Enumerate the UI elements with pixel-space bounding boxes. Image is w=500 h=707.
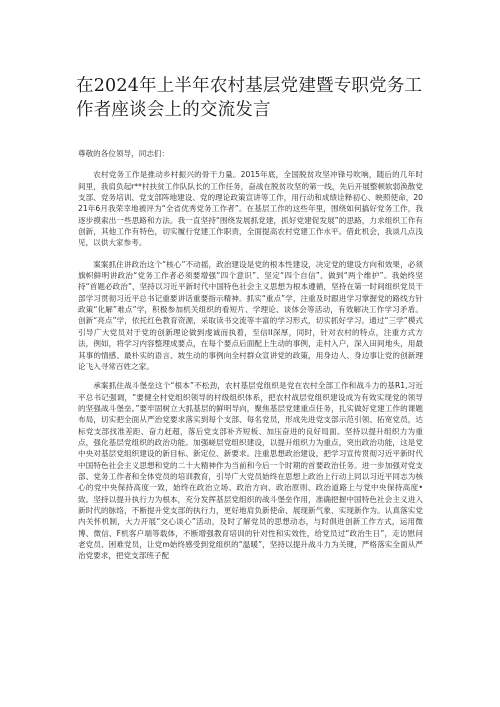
- document-body: [78, 148, 423, 562]
- paragraph-intro: 农村党务工作是推动乡村振兴的骨干力量。2015年底，全国脱贫攻坚冲锋号吹响，随后的几年时间里，我肩负起r**村扶贫工作队队长的工作任务，奋战在脱贫攻坚的第一线，先后开展整顿软弱涣散党支部、党务培训、党支部阵地建设、党的理论政策宣讲等工作，用行动和成绩诠释初心、映照使命，2021年6月我荣幸地被评为“全省优秀党务工作者”。在基层工作的这些年里，围绕如何搞好党务工作，我逐步摸索出一些思路和方法。我一直坚持“围绕发展抓党建，抓好党建促发展”的思路，力求组织工作有创新，其他工作有特色，切实履行党建工作职责，全面提高农村党建工作水平。借此机会，我谈几点浅见，以供大家参考。: [78, 170, 423, 248]
- paragraph-fortress: 承案抓住战斗堡垒这个“根本”不松劲，农村基层党组织是党在农村全部工作和战斗力的基R1,习近平总书记强调，“要健全村党组织领导的村级组织体系，把农村战层党组织建设成为有效实现党的领导的坚强战斗堡垒。”要牢固树立大抓基层的鲜明导向，聚焦基层党建重点任务，扎实做好党建工作的课题布局，切实把全面从严治党要求落实到每个支部、每名党员，形成先进党支部示范引领、拓宽党员，达标党支部找准差距、奋力赶超，落后党支部补齐短板、加压奋进的良好局面。坚持以提升组织力为重点，强化基层党组织的政治功能。加强嵯层党组织建设，以提升组织力为重点，突出政治功能，这是党中央对基层党组织建设的新目标、新定位、新要求。注重思想政治建设，把学习宣传贯彻习近平新时代中国特色社会主义思想和党的二十大精神作为当前和今后一个时期的首要政治任务。进一步加强对党支部、党务工作者和全体党员的培训教育，引导广大党员始终在思想上政治上行动上同以习近平同志为核心的党中央保持高度一致，始终在政治立场、政治方向、政治原则、政治道路上与党中央保持高度•致。坚持以提升执行力为根本，充分发挥基层党组织的战斗堡垒作用，准确把握中国特色社会主义进入新时代的脉络，不断提升党支部的执行力，更好地肩负新使命、展现新气象、实现新作为。认真落实党内关怀机制，大力开展“交心谈心”活动，及时了解党员的思想动态，与时俱进创新工作方式，运用微博、微信、F机客户端等载体，不断增强教育培训的针对性和实效性，给党员过“政治生日”，走访慰问老党员、困难党员，让党m始终感受到党组织的“温暖”，坚持以提升战斗力为关键，严格落实全面从严治党要求，把党支部班子配: [78, 381, 423, 561]
- document-title: 在2024年上半年农村基层党建暨专职党务工作者座谈会上的交流发言: [76, 76, 423, 120]
- salutation: 尊敬的各位领导，同志们：: [78, 149, 170, 158]
- paragraph-political-core: 案案抓住讲政治这个“核心”不动摇，政治建设是党的根本性建设，决定党的建设方向和效果，必须旗帜鲜明讲政治“党务工作者必须要增强“四个意识”、坚定“四个自信”、做到“两个维护”。我始终坚持“首题必政治”，坚持以习近平新时代中国特色社会主义思想为根本遵循，坚持在第一时间组织党员干部学习贯彻习近平总书记重要讲话重要指示精神。抓实“重点”学，注重及时跟进学习掌握党的路线方针政策“化解”难点”学，积极参加机关组织的看短片、学理论、谈体会等活动，有效解决工作学习矛盾。创新“亮点”学，依托红色教育资源，采取读书交流等丰富的学习形式，切实抓好学习。通过“三学”模式引导广大党员对于党的创新理论做到虔诚而执着，至信II深厚，同时，针对农村的特点，注重方式方法，例如，将学习内容整理成要点，在每个要点后面配上生动的事例，走村入户，深入田间地头，用最其事的情感、最朴实的语言、坡生动的事例向全村群众宣讲党的政策，用身边人、身边事让党的创新理论飞入寻常百姓之家。: [78, 259, 423, 371]
